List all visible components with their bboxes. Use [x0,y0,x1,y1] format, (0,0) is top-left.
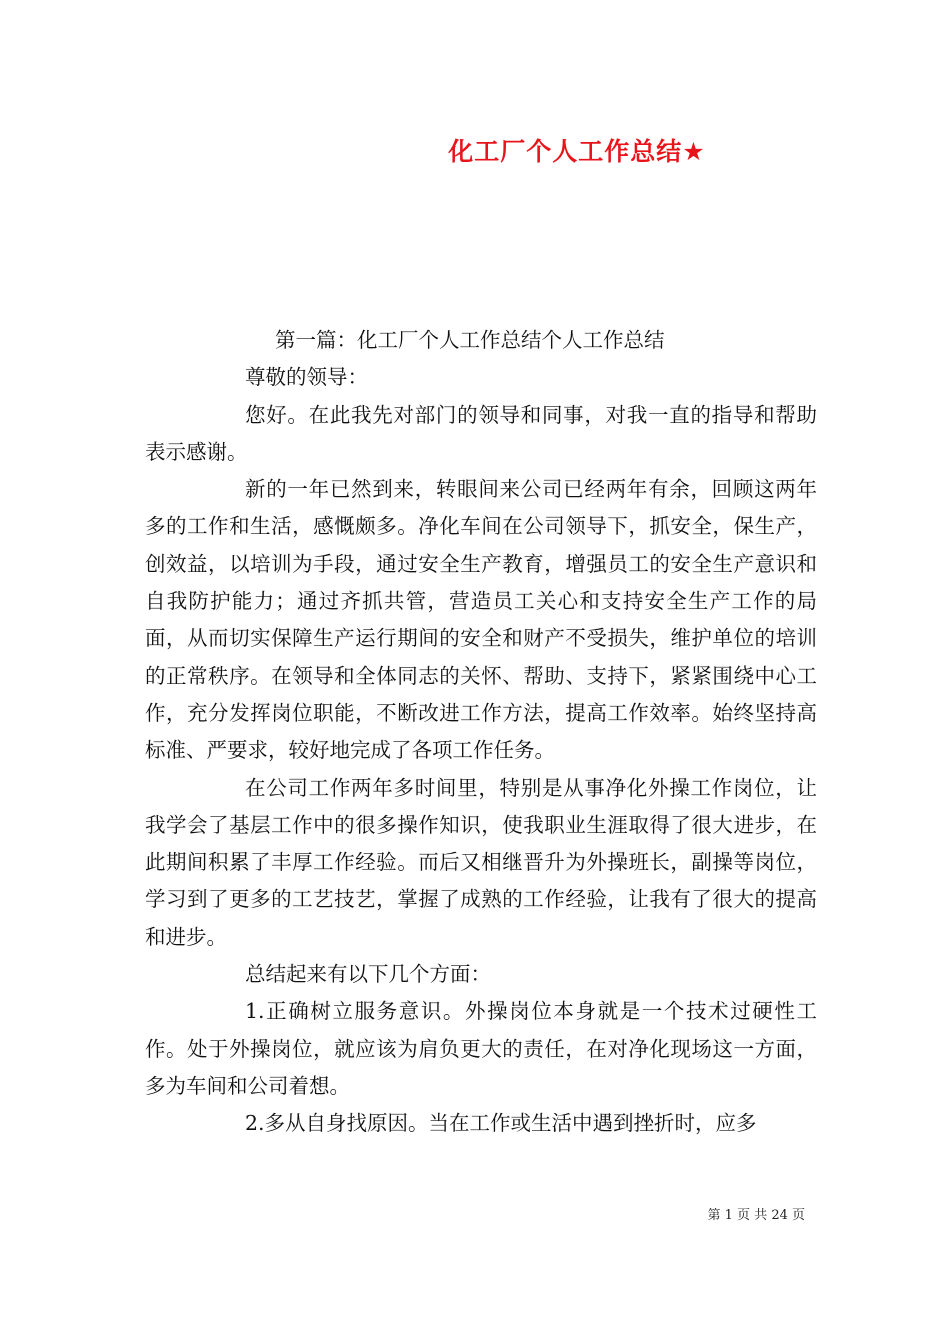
page-number-footer: 第 1 页 共 24 页 [707,1208,805,1223]
paragraph-greeting: 您好。在此我先对部门的领导和同事，对我一直的指导和帮助表示感谢。 [145,402,817,464]
document-title-block [0,132,950,168]
paragraph-experience: 在公司工作两年多时间里，特别是从事净化外操工作岗位，让我学会了基层工作中的很多操作知识，使我职业生涯取得了很大进步，在此期间积累了丰厚工作经验。而后又相继晋升为外操班长，副操等岗位，学习到了更多的工艺技艺，掌握了成熟的工作经验，让我有了很大的提高和进步。 [145,775,817,949]
paragraph-point-2: 2.多从自身找原因。当在工作或生活中遇到挫折时，应多 [245,1111,757,1136]
paragraph-review: 新的一年已然到来，转眼间来公司已经两年有余，回顾这两年多的工作和生活，感慨颇多。净化车间在公司领导下，抓安全，保生产，创效益，以培训为手段，通过安全生产教育，增强员工的安全生产意识和自我防护能力；通过齐抓共管，营造员工关心和支持安全生产工作的局面，从而切实保障生产运行期间的安全和财产不受损失，维护单位的培训的正常秩序。在领导和全体同志的关怀、帮助、支持下，紧紧围绕中心工作，充分发挥岗位职能，不断改进工作方法，提高工作效率。始终坚持高标准、严要求，较好地完成了各项工作任务。 [145,477,817,763]
section-subtitle: 第一篇：化工厂个人工作总结个人工作总结 [275,328,665,352]
paragraph-summary-intro: 总结起来有以下几个方面： [245,962,491,987]
paragraph-point-1: 1.正确树立服务意识。外操岗位本身就是一个技术过硬性工作。处于外操岗位，就应该为肩负更大的责任，在对净化现场这一方面，多为车间和公司着想。 [145,999,817,1098]
document-body [145,322,817,1143]
salutation: 尊敬的领导： [245,365,368,390]
document-title: 化工厂个人工作总结★ [448,137,706,166]
